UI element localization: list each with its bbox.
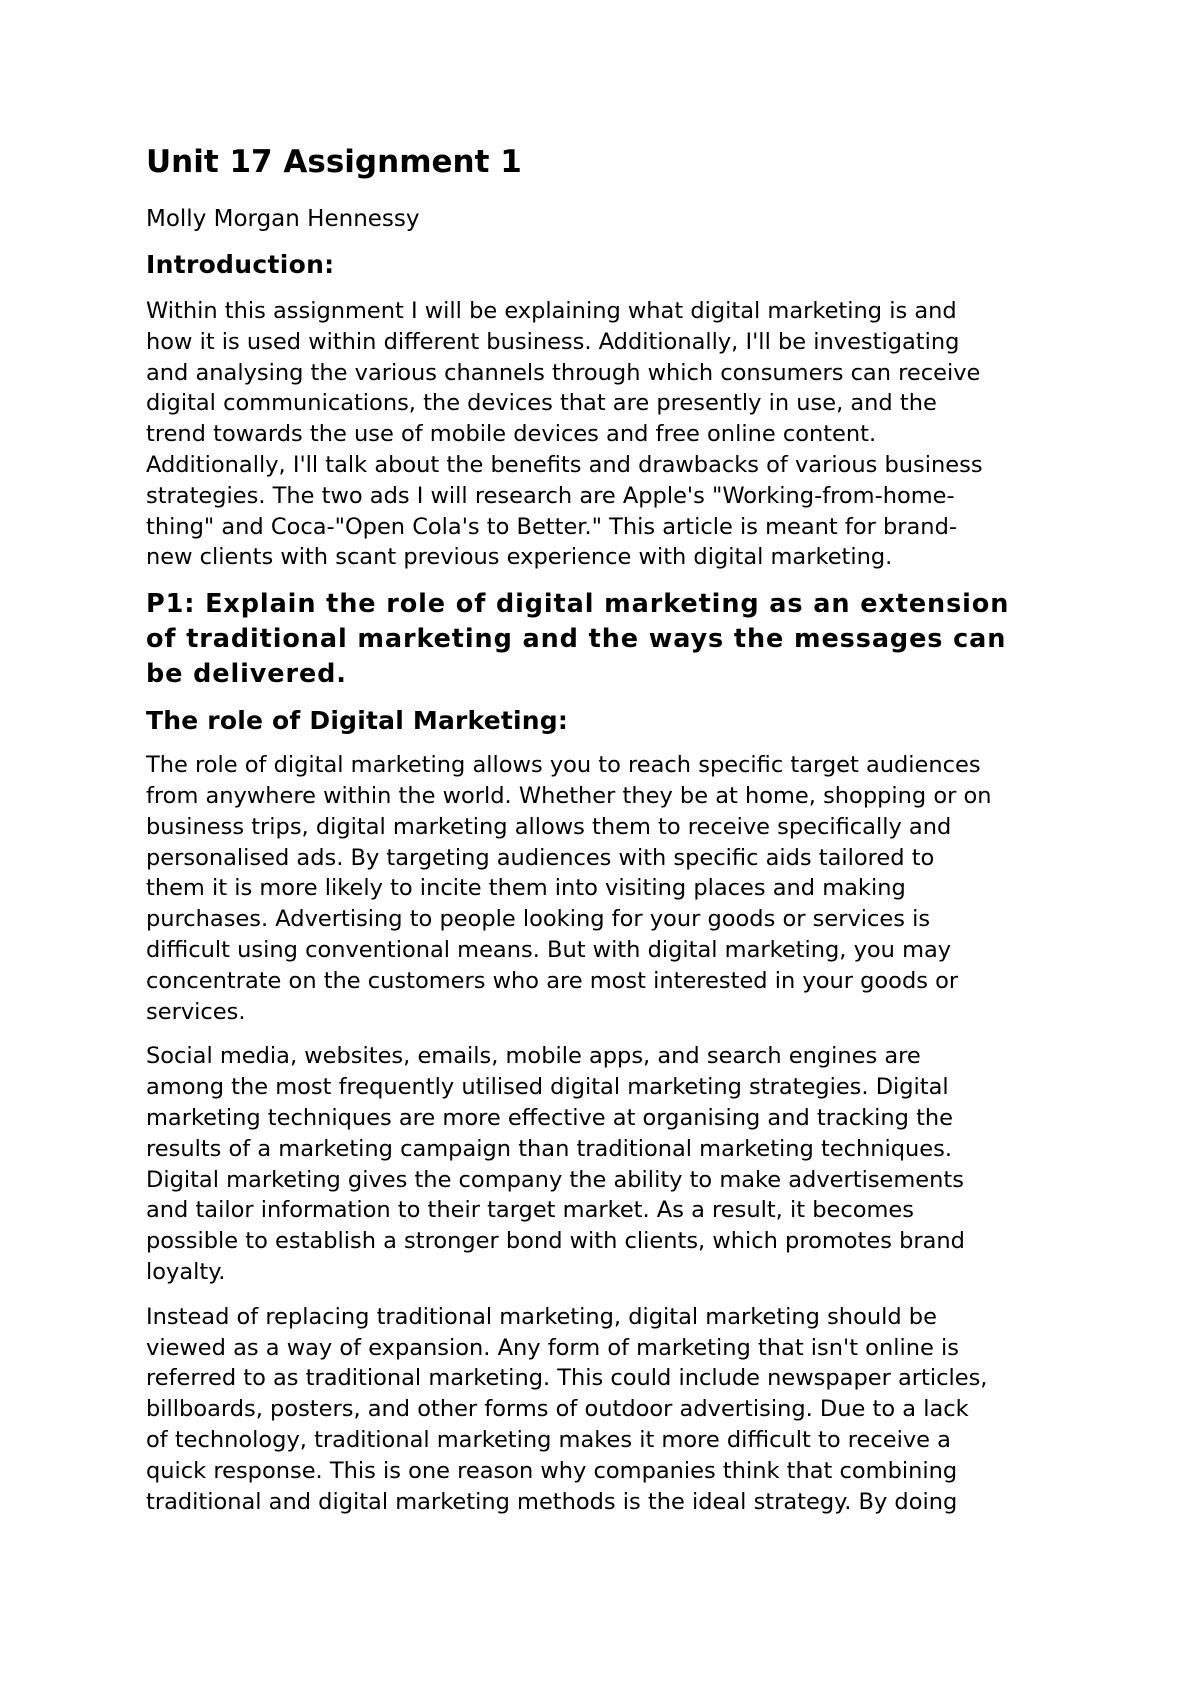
text-line: Instead of replacing traditional marketing, digital marketing should be bbox=[146, 1303, 937, 1330]
text-line: P1: Explain the role of digital marketing as an extension bbox=[146, 589, 1010, 620]
text-line: concentrate on the customers who are most interested in your goods or bbox=[146, 967, 959, 994]
text-line: referred to as traditional marketing. This could include newspaper articles, bbox=[146, 1365, 988, 1392]
introduction-paragraph bbox=[146, 296, 1086, 573]
text-line: services. bbox=[146, 998, 246, 1025]
introduction-heading: Introduction: bbox=[146, 250, 335, 279]
text-line: be delivered. bbox=[146, 659, 347, 690]
text-line: of traditional marketing and the ways the messages can bbox=[146, 624, 1007, 655]
role-paragraph-1 bbox=[146, 750, 1086, 1027]
text-line: difficult using conventional means. But with digital marketing, you may bbox=[146, 936, 952, 963]
text-line: among the most frequently utilised digital marketing strategies. Digital bbox=[146, 1074, 949, 1101]
text-line: trend towards the use of mobile devices and free online content. bbox=[146, 421, 877, 448]
text-line: purchases. Advertising to people looking for your goods or services is bbox=[146, 906, 931, 933]
text-line: billboards, posters, and other forms of outdoor advertising. Due to a lack bbox=[146, 1396, 969, 1423]
text-line: Within this assignment I will be explaining what digital marketing is and bbox=[146, 298, 957, 324]
text-line: traditional and digital marketing methods is the ideal strategy. By doing bbox=[146, 1488, 958, 1515]
text-line: strategies. The two ads I will research are Apple's "Working-from-home- bbox=[146, 482, 955, 509]
text-line: business trips, digital marketing allows them to receive specifically and bbox=[146, 813, 952, 840]
text-line: them it is more likely to incite them into visiting places and making bbox=[146, 875, 906, 902]
text-line: possible to establish a stronger bond with clients, which promotes brand bbox=[146, 1228, 965, 1255]
text-line: The role of digital marketing allows you to reach specific target audiences bbox=[146, 752, 981, 779]
role-heading: The role of Digital Marketing: bbox=[146, 706, 569, 736]
text-line: loyalty. bbox=[146, 1258, 226, 1285]
text-line: Social media, websites, emails, mobile apps, and search engines are bbox=[146, 1043, 921, 1070]
text-line: personalised ads. By targeting audiences with specific aids tailored to bbox=[146, 844, 935, 871]
text-line: and analysing the various channels through which consumers can receive bbox=[146, 359, 981, 386]
role-paragraph-3 bbox=[146, 1302, 1086, 1518]
text-line: of technology, traditional marketing makes it more difficult to receive a bbox=[146, 1426, 951, 1453]
document-title: Unit 17 Assignment 1 bbox=[146, 144, 522, 180]
document-page bbox=[146, 142, 1086, 1531]
text-line: digital communications, the devices that are presently in use, and the bbox=[146, 390, 937, 417]
text-line: marketing techniques are more effective at organising and tracking the bbox=[146, 1104, 954, 1131]
text-line: Digital marketing gives the company the ability to make advertisements bbox=[146, 1166, 964, 1193]
text-line: new clients with scant previous experience with digital marketing. bbox=[146, 544, 893, 571]
text-line: results of a marketing campaign than traditional marketing techniques. bbox=[146, 1135, 953, 1162]
p1-heading bbox=[146, 587, 1086, 692]
text-line: viewed as a way of expansion. Any form of marketing that isn't online is bbox=[146, 1334, 959, 1361]
role-paragraph-2 bbox=[146, 1041, 1086, 1287]
text-line: Additionally, I'll talk about the benefits and drawbacks of various business bbox=[146, 451, 983, 478]
text-line: quick response. This is one reason why companies think that combining bbox=[146, 1457, 958, 1484]
author-name: Molly Morgan Hennessy bbox=[146, 206, 420, 232]
text-line: how it is used within different business. Additionally, I'll be investigating bbox=[146, 328, 960, 355]
text-line: from anywhere within the world. Whether they be at home, shopping or on bbox=[146, 782, 992, 809]
text-line: and tailor information to their target market. As a result, it becomes bbox=[146, 1197, 914, 1224]
text-line: thing" and Coca-"Open Cola's to Better." This article is meant for brand- bbox=[146, 513, 957, 540]
